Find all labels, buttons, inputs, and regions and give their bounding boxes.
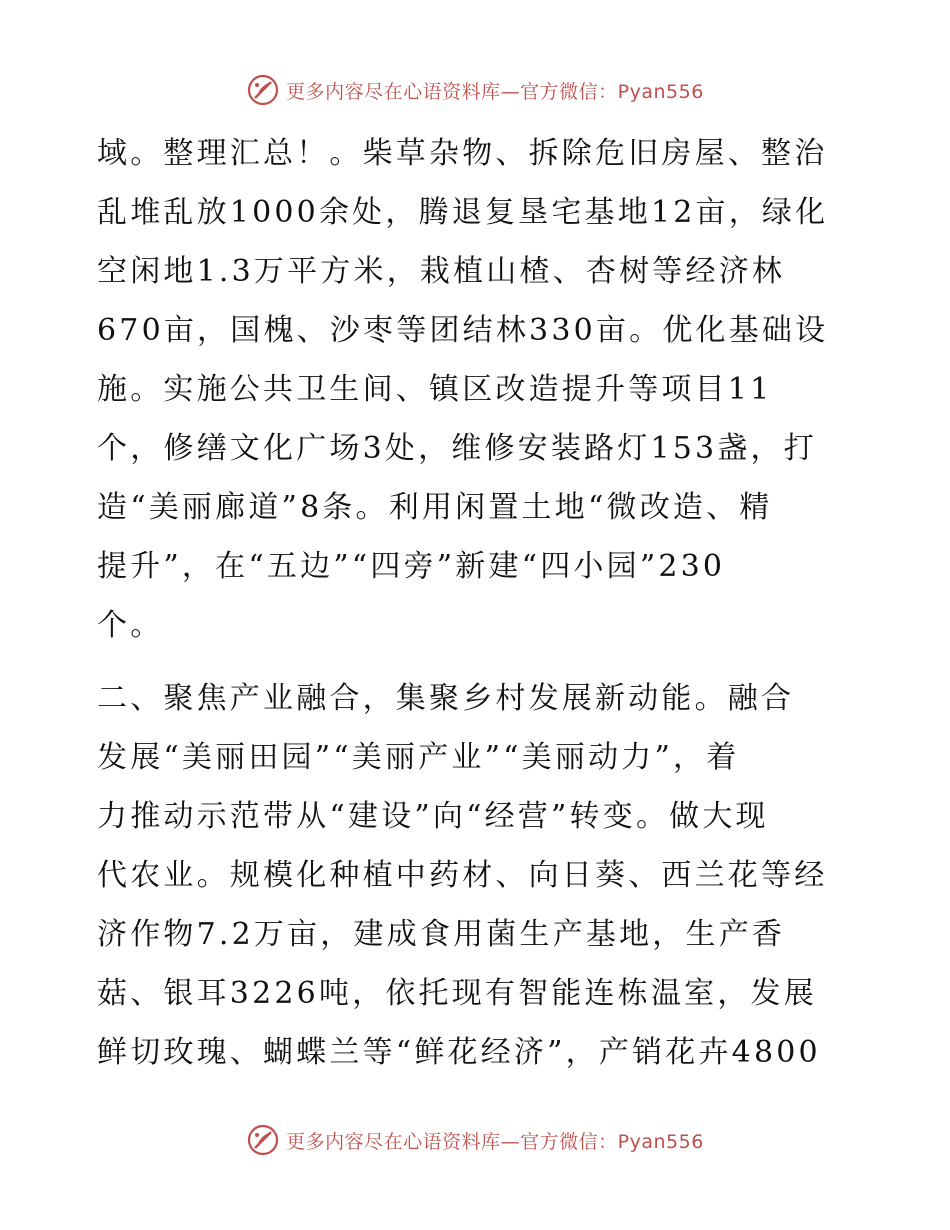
text-line: 域。整理汇总！。柴草杂物、拆除危旧房屋、整治: [97, 136, 828, 171]
text-line: 个，修缮文化广场3处，维修安装路灯153盏，打: [97, 431, 817, 466]
text-line: 菇、银耳3226吨，依托现有智能连栋温室，发展: [97, 976, 817, 1011]
quill-logo-icon: [246, 73, 280, 107]
text-line: 空闲地1.3万平方米，栽植山楂、杏树等经济林: [97, 254, 786, 289]
text-line: 乱堆乱放1000余处，腾退复垦宅基地12亩，绿化: [97, 195, 829, 230]
text-line: 670亩，国槐、沙枣等团结林330亩。优化基础设: [97, 313, 829, 348]
text-line: 提升”，在“五边”“四旁”新建“四小园”230: [97, 549, 726, 584]
text-line: 代农业。规模化种植中药材、向日葵、西兰花等经: [97, 858, 828, 893]
paragraph-spacer: [97, 655, 867, 669]
text-line: 发展“美丽田园”“美丽产业”“美丽动力”，着: [97, 740, 740, 775]
header-watermark: [0, 70, 950, 110]
paragraph-1: [97, 124, 867, 655]
text-line: 济作物7.2万亩，建成食用菌生产基地，生产香: [97, 917, 786, 952]
footer-watermark: [0, 1120, 950, 1160]
quill-logo-icon: [246, 1123, 280, 1157]
text-line: 造“美丽廊道”8条。利用闲置土地“微改造、精: [97, 490, 773, 525]
watermark-text: 更多内容尽在心语资料库—官方微信：Pyan556: [286, 80, 704, 103]
text-line: 个。: [97, 608, 164, 643]
paragraph-2: [97, 669, 867, 1082]
document-body: [97, 124, 867, 1082]
text-line: 二、聚焦产业融合，集聚乡村发展新动能。融合: [97, 681, 795, 716]
text-line: 力推动示范带从“建设”向“经营”转变。做大现: [97, 799, 769, 834]
text-line: 施。实施公共卫生间、镇区改造提升等项目11: [97, 372, 773, 407]
watermark-text: 更多内容尽在心语资料库—官方微信：Pyan556: [286, 1130, 704, 1153]
text-line: 鲜切玫瑰、蝴蝶兰等“鲜花经济”，产销花卉4800: [97, 1035, 821, 1070]
